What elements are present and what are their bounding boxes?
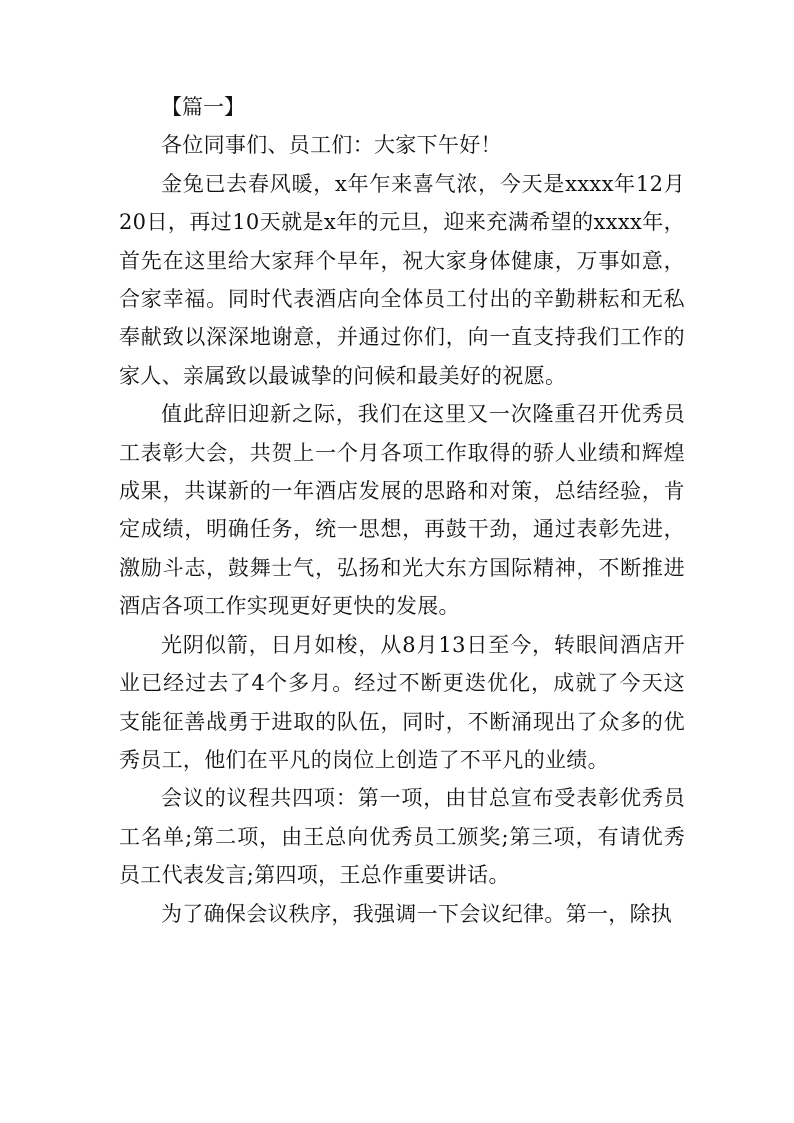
review-paragraph: 光阴似箭，日月如梭，从8月13日至今，转眼间酒店开业已经过去了4个多月。经过不断更迭优化，成就了今天这支能征善战勇于进取的队伍，同时，不断涌现出了众多的优秀员工，他们在平凡的岗位上创造了不平凡的业绩。: [119, 632, 685, 772]
commendation-paragraph: 值此辞旧迎新之际，我们在这里又一次隆重召开优秀员工表彰大会，共贺上一个月各项工作取得的骄人业绩和辉煌成果，共谋新的一年酒店发展的思路和对策，总结经验，肯定成绩，明确任务，统一思想，再鼓干劲，通过表彰先进，激励斗志，鼓舞士气，弘扬和光大东方国际精神，不断推进酒店各项工作实现更好更快的发展。: [119, 402, 685, 619]
document-body: [119, 88, 685, 933]
greeting-paragraph: 各位同事们、员工们：大家下午好！: [161, 133, 502, 158]
agenda-paragraph: 会议的议程共四项：第一项，由甘总宣布受表彰优秀员工名单;第二项，由王总向优秀员工颁奖;第三项，有请优秀员工代表发言;第四项，王总作重要讲话。: [119, 786, 685, 888]
discipline-paragraph: 为了确保会议秩序，我强调一下会议纪律。第一，除执: [161, 901, 673, 926]
section-heading: 【篇一】: [161, 95, 245, 119]
new-year-paragraph: 金兔已去春风暖，x年乍来喜气浓，今天是xxxx年12月20日，再过10天就是x年的元旦，迎来充满希望的xxxx年，首先在这里给大家拜个早年，祝大家身体健康，万事如意，合家幸福。同时代表酒店向全体员工付出的辛勤耕耘和无私奉献致以深深地谢意，并通过你们，向一直支持我们工作的家人、亲属致以最诚挚的问候和最美好的祝愿。: [119, 171, 685, 388]
